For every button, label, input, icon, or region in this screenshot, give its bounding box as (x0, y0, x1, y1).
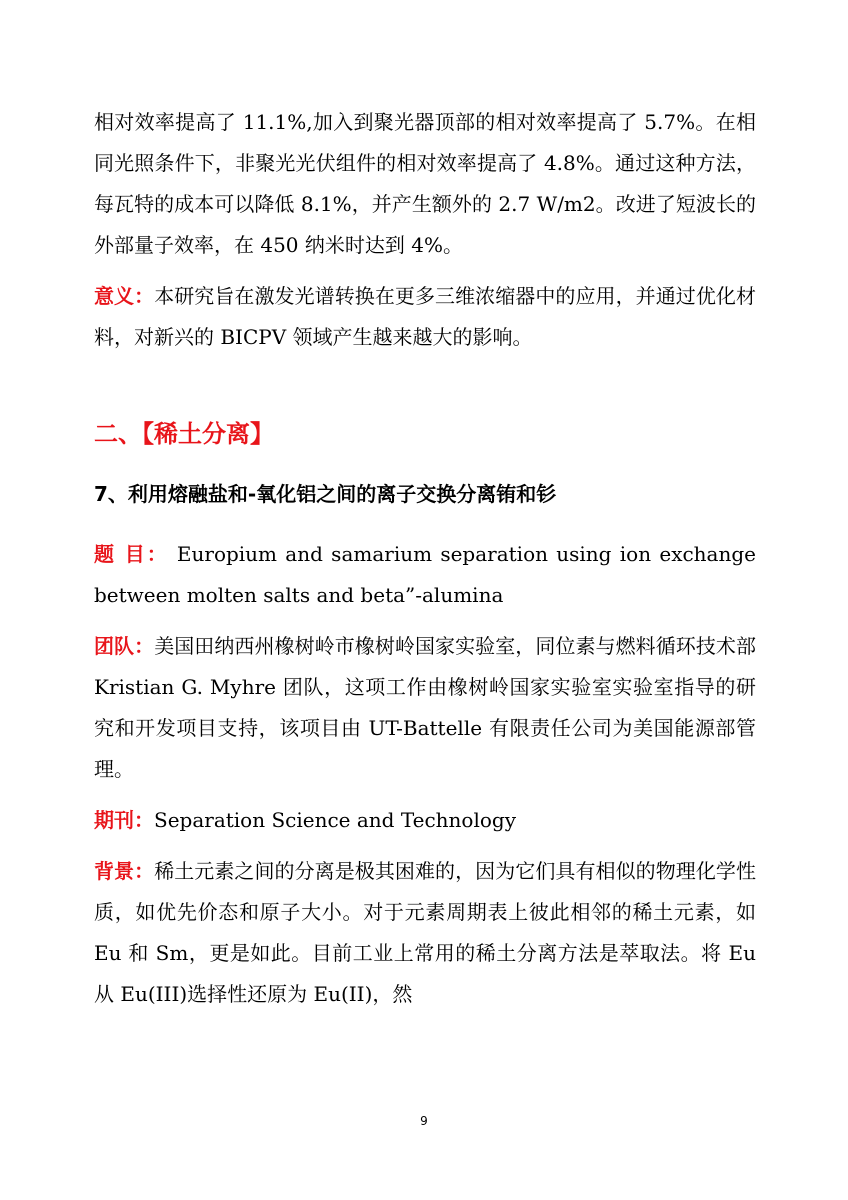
background-text: 稀土元素之间的分离是极其困难的，因为它们具有相似的物理化学性质，如优先价态和原子大小。对于元素周期表上彼此相邻的稀土元素，如 Eu 和 Sm，更是如此。目前工业上常用的稀土分离方法是萃取法。将 Eu 从 Eu(III)选择性还原为 Eu(II)，然 (94, 859, 756, 1006)
significance-label: 意义： (94, 284, 155, 308)
section-heading: 二、【稀土分离】 (94, 420, 274, 448)
article-title: 7、利用熔融盐和-氧化铝之间的离子交换分离铕和钐 (94, 482, 557, 506)
journal-paragraph (94, 800, 756, 841)
significance-text: 本研究旨在激发光谱转换在更多三维浓缩器中的应用，并通过优化材料，对新兴的 BICPV 领域产生越来越大的影响。 (94, 284, 756, 349)
significance-paragraph (94, 276, 756, 358)
topic-paragraph (94, 534, 756, 616)
journal-text: Separation Science and Technology (154, 808, 517, 832)
continuation-paragraph: 相对效率提高了 11.1%,加入到聚光器顶部的相对效率提高了 5.7%。在相同光照条件下，非聚光光伏组件的相对效率提高了 4.8%。通过这种方法，每瓦特的成本可以降低 8.1%，并产生额外的 2.7 W/m2。改进了短波长的外部量子效率，在 450 纳米时达到 4%。 (94, 110, 756, 257)
team-label: 团队： (94, 634, 155, 658)
topic-label: 题 目： (94, 542, 169, 566)
background-label: 背景： (94, 859, 155, 883)
topic-text: Europium and samarium separation using ion exchange between molten salts and beta”-alumina (94, 542, 756, 607)
journal-label: 期刊： (94, 808, 154, 832)
document-page (94, 102, 756, 1015)
team-paragraph (94, 626, 756, 790)
page-number: 9 (420, 1114, 428, 1128)
background-paragraph (94, 851, 756, 1015)
team-text: 美国田纳西州橡树岭市橡树岭国家实验室，同位素与燃料循环技术部 Kristian G. Myhre 团队，这项工作由橡树岭国家实验室实验室指导的研究和开发项目支持，该项目由 UT-Battelle 有限责任公司为美国能源部管理。 (94, 634, 756, 781)
